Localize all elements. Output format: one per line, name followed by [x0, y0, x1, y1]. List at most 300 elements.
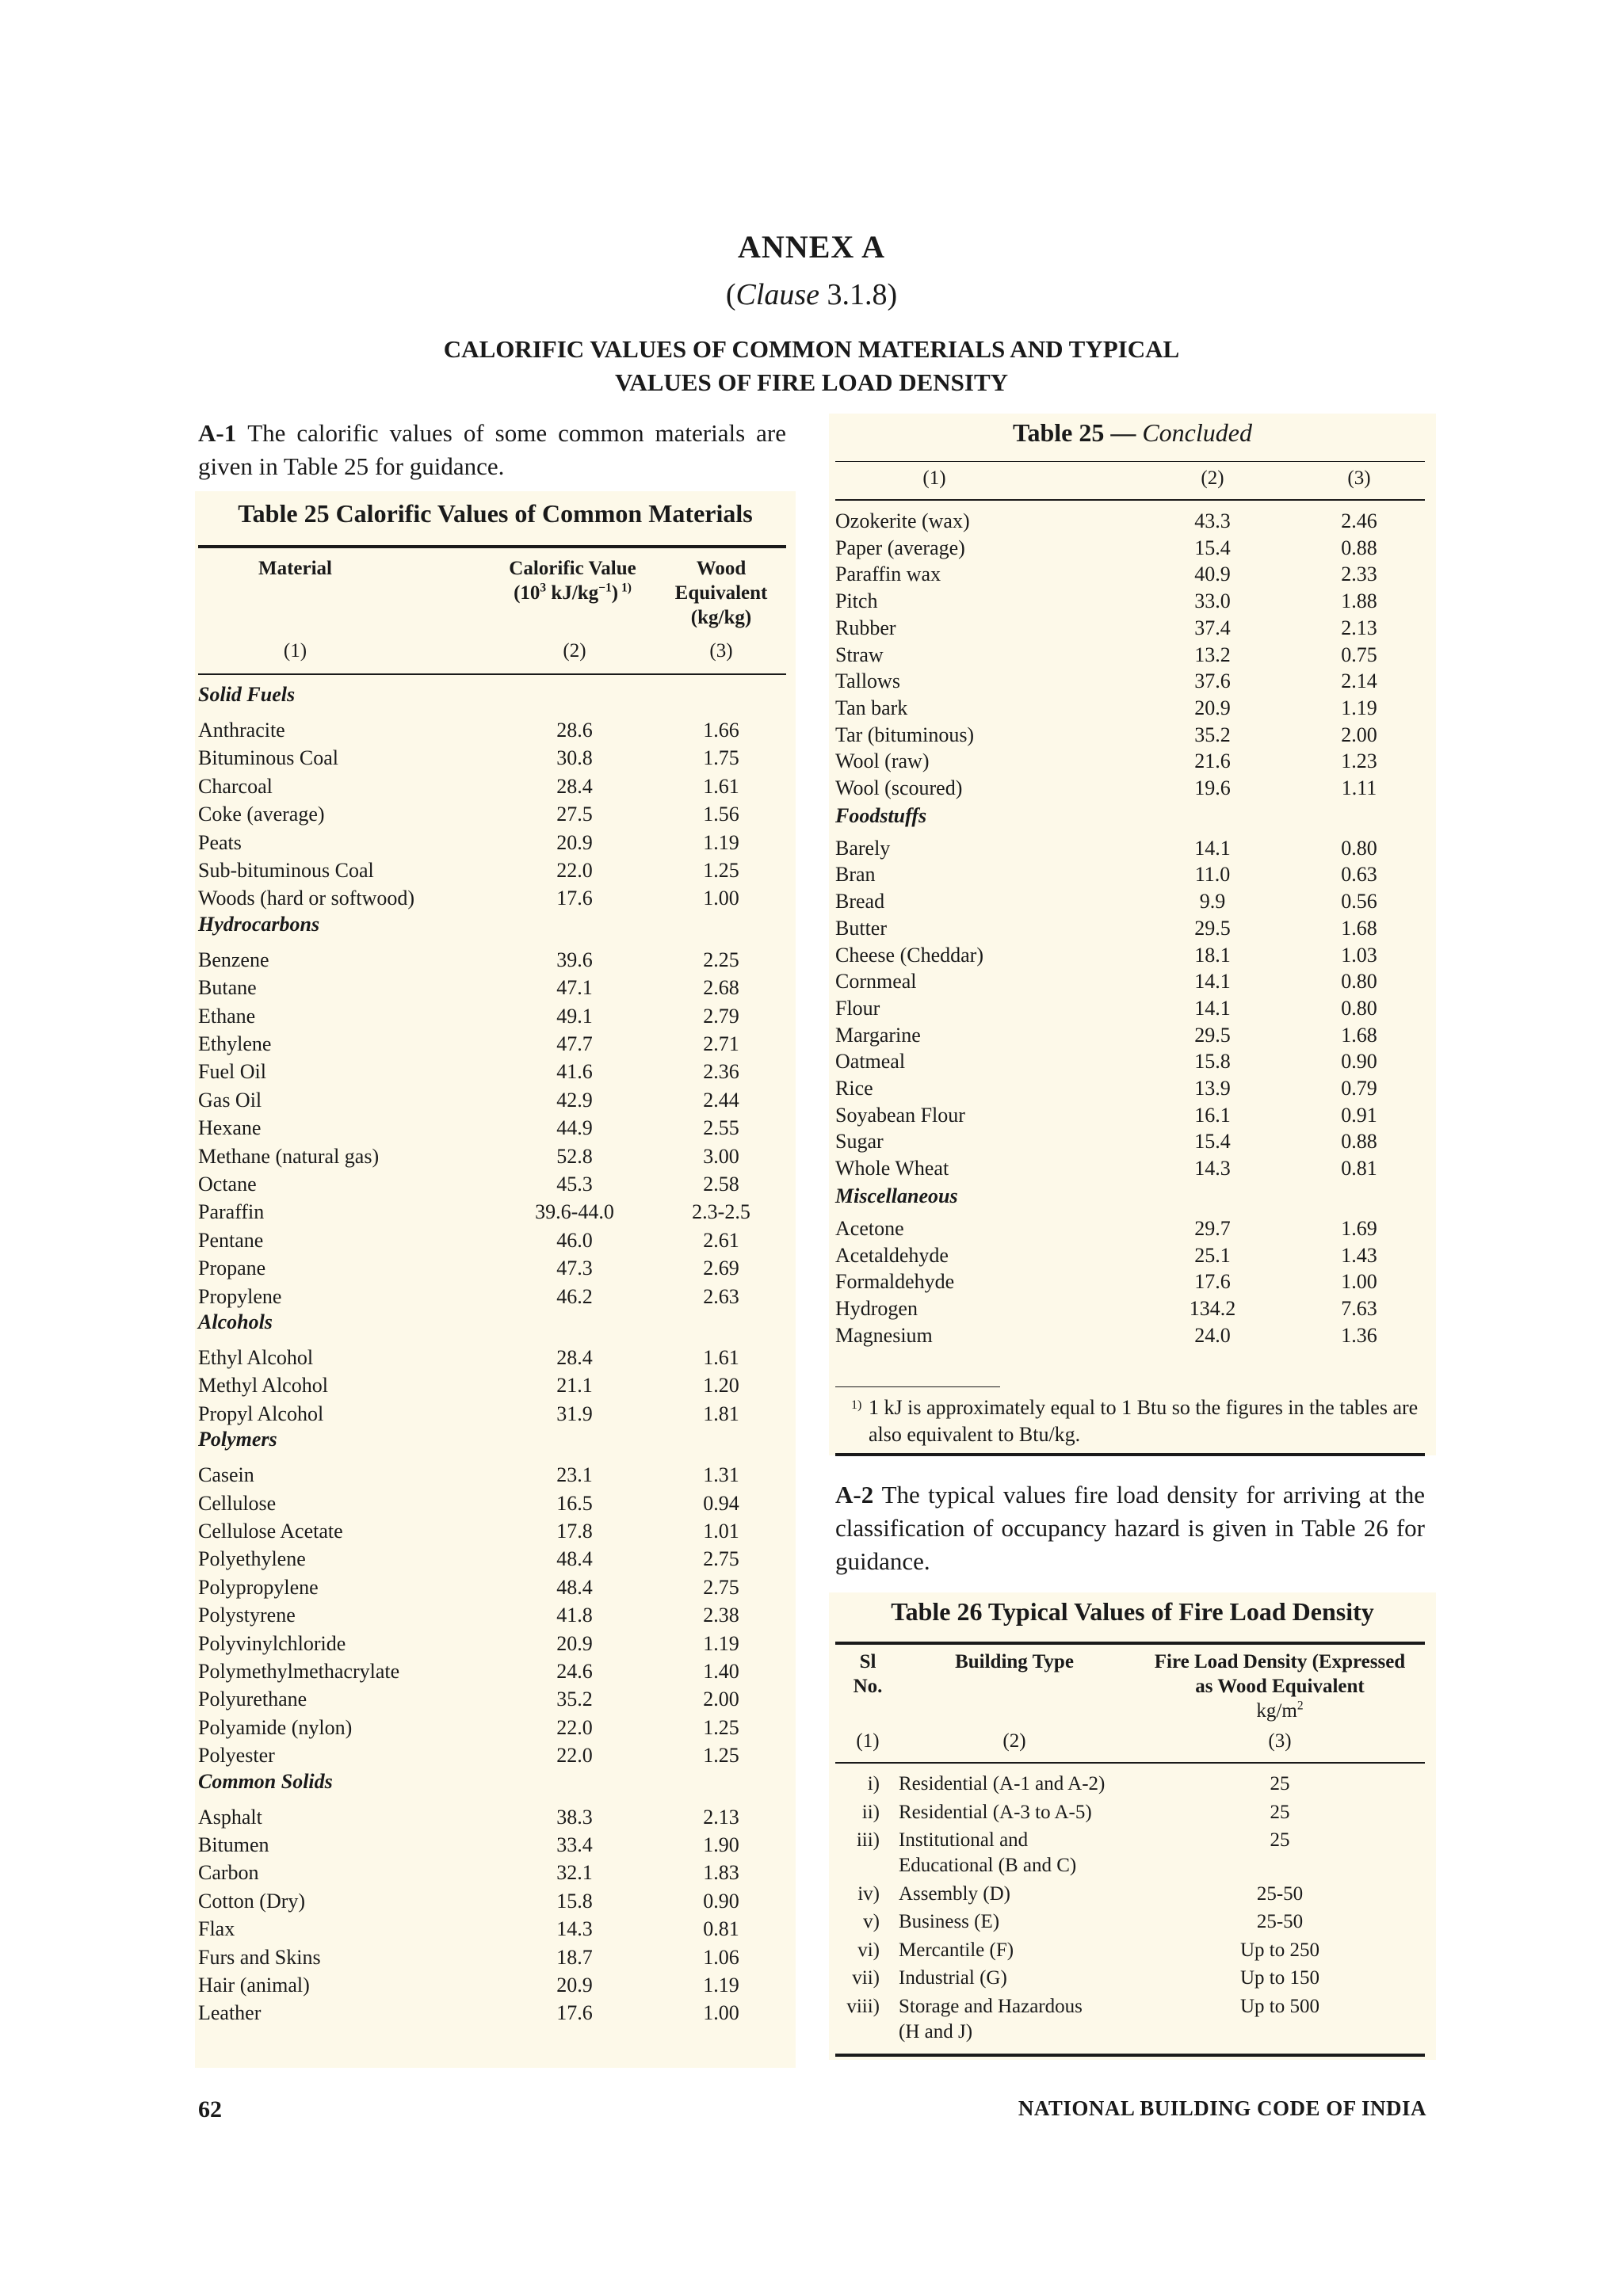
calorific-value: 37.4 — [1194, 616, 1231, 639]
fire-load-header-line-1: Fire Load Density (Expressed — [1154, 1651, 1406, 1672]
wood-equivalent: 2.75 — [703, 1547, 739, 1571]
material-name: Cotton (Dry) — [198, 1889, 306, 1913]
calorific-value: 15.4 — [1194, 536, 1231, 559]
material-name: Paraffin — [198, 1200, 265, 1224]
calorific-value: 9.9 — [1199, 890, 1226, 913]
fire-load-density: 25-50 — [1256, 1882, 1304, 1905]
calorific-value: 134.2 — [1189, 1296, 1236, 1320]
wood-equivalent: 1.19 — [703, 1631, 739, 1655]
wood-equivalent: 1.01 — [703, 1520, 739, 1543]
table-25-row — [198, 1198, 786, 1226]
table-25-row — [835, 534, 1425, 562]
building-type-line: Residential (A-3 to A-5) — [899, 1801, 1092, 1823]
table-25-concluded-word: Concluded — [1142, 418, 1252, 447]
table-25-row — [835, 641, 1425, 669]
material-name: Leather — [198, 2001, 262, 2025]
table-25-material-header: Material — [258, 558, 332, 579]
calorific-value: 46.0 — [556, 1228, 593, 1252]
wood-equivalent: 2.33 — [1341, 563, 1377, 586]
building-type-line: Mercantile (F) — [899, 1939, 1014, 1961]
table-25-row — [198, 1859, 786, 1886]
table-25-row — [198, 1489, 786, 1517]
calorific-value: 24.6 — [556, 1660, 593, 1683]
material-name: Bread — [835, 890, 885, 913]
table-25-row — [835, 1215, 1425, 1242]
table-25-section-heading: Common Solids — [198, 1769, 333, 1793]
material-name: Butane — [198, 976, 257, 1000]
clause-word: Clause — [735, 278, 820, 311]
material-name: Charcoal — [198, 774, 273, 798]
wood-equivalent: 0.75 — [1341, 643, 1377, 666]
calorific-header-line-1: Calorific Value — [509, 558, 636, 579]
table-26-row — [835, 1800, 1425, 1825]
wood-equivalent: 2.68 — [703, 976, 739, 1000]
material-name: Peats — [198, 830, 242, 854]
sl-number: ii) — [861, 1801, 880, 1823]
fire-load-density: Up to 150 — [1240, 1967, 1319, 1989]
table-26-title: Table 26 Typical Values of Fire Load Density — [891, 1597, 1374, 1626]
calorific-value: 32.1 — [556, 1861, 593, 1885]
table-25-section-heading: Miscellaneous — [835, 1184, 958, 1207]
material-name: Propylene — [198, 1284, 282, 1308]
clause-a1-paragraph — [198, 417, 786, 483]
table-25-row — [198, 1114, 786, 1142]
material-name: Tar (bituminous) — [835, 723, 975, 746]
table-25-footnote: 1) 1 kJ is approximately equal to 1 Btu so the figures in the tables are also equivalent to Btu/kg. — [851, 1396, 1419, 1446]
calorific-value: 47.3 — [556, 1257, 593, 1280]
material-name: Tan bark — [835, 696, 908, 719]
material-name: Straw — [835, 643, 884, 666]
sl-number: v) — [863, 1911, 880, 1932]
calorific-value: 46.2 — [556, 1284, 593, 1308]
calorific-value: 39.6-44.0 — [535, 1200, 614, 1224]
material-name: Ethyl Alcohol — [198, 1346, 314, 1369]
table-25-row — [198, 800, 786, 828]
material-name: Anthracite — [198, 719, 285, 742]
material-name: Propyl Alcohol — [198, 1402, 324, 1425]
wood-equivalent: 1.36 — [1341, 1323, 1377, 1347]
calorific-value: 22.0 — [556, 1715, 593, 1739]
table-25-row — [835, 614, 1425, 642]
table-25-row — [835, 774, 1425, 802]
material-name: Benzene — [198, 948, 269, 971]
wood-equivalent: 2.14 — [1341, 669, 1377, 693]
sl-header-line-1: Sl — [859, 1651, 876, 1672]
building-type-line: Business (E) — [899, 1911, 1000, 1932]
table-25-row — [198, 1887, 786, 1915]
table-25-row — [198, 1545, 786, 1573]
table-25-row — [198, 772, 786, 800]
material-name: Rice — [835, 1077, 873, 1100]
material-name: Furs and Skins — [198, 1945, 321, 1969]
calorific-value: 33.4 — [556, 1833, 593, 1856]
annex-heading-line-2: VALUES OF FIRE LOAD DENSITY — [614, 368, 1009, 396]
material-name: Wool (scoured) — [835, 776, 963, 799]
wood-equivalent: 2.58 — [703, 1173, 739, 1196]
material-name: Margarine — [835, 1023, 921, 1047]
clause-a2-paragraph — [835, 1478, 1425, 1578]
material-name: Polyester — [198, 1744, 275, 1768]
table-25-row — [198, 1714, 786, 1741]
building-type-line: Assembly (D) — [899, 1882, 1010, 1905]
material-name: Cornmeal — [835, 970, 917, 994]
table-25-row — [835, 507, 1425, 535]
table-25-row — [198, 829, 786, 856]
table-25-concluded-col-number-1: (1) — [922, 467, 946, 489]
table-25-row — [835, 667, 1425, 695]
table-25-row — [198, 1371, 786, 1399]
calorific-value: 44.9 — [556, 1116, 593, 1140]
material-name: Sub-bituminous Coal — [198, 859, 374, 882]
table-25-row — [835, 560, 1425, 588]
clause-a1-label: A-1 — [198, 419, 237, 447]
table-25-section-heading: Alcohols — [198, 1310, 273, 1333]
material-name: Soyabean Flour — [835, 1103, 965, 1127]
wood-equivalent: 1.06 — [703, 1945, 739, 1969]
calorific-value: 35.2 — [1194, 723, 1231, 746]
table-25-row — [198, 1058, 786, 1085]
sl-number: vi) — [857, 1939, 880, 1961]
page-number: 62 — [198, 2096, 222, 2122]
clause-a2-label: A-2 — [835, 1481, 874, 1508]
table-25-row — [835, 834, 1425, 862]
calorific-value: 33.0 — [1194, 589, 1231, 613]
table-25-concluded-header-rule — [835, 499, 1425, 501]
material-name: Cheese (Cheddar) — [835, 943, 983, 967]
wood-equivalent: 0.90 — [1341, 1050, 1377, 1074]
calorific-value: 17.6 — [1194, 1270, 1231, 1294]
building-type — [899, 1800, 1152, 1825]
wood-equivalent: 1.03 — [1341, 943, 1377, 967]
material-name: Ethane — [198, 1004, 256, 1028]
wood-equivalent: 1.61 — [703, 1346, 739, 1369]
wood-equivalent: 1.68 — [1341, 916, 1377, 940]
material-name: Bituminous Coal — [198, 746, 338, 770]
table-25-row — [198, 1461, 786, 1489]
wood-equivalent: 2.13 — [703, 1805, 739, 1829]
calorific-value: 16.5 — [556, 1491, 593, 1515]
material-name: Whole Wheat — [835, 1157, 949, 1180]
calorific-value: 18.1 — [1194, 943, 1231, 967]
wood-equivalent: 2.69 — [703, 1257, 739, 1280]
table-25-row — [198, 1142, 786, 1170]
building-type-line: Institutional and — [899, 1829, 1029, 1851]
table-25-row — [835, 747, 1425, 775]
table-26-row — [835, 1938, 1425, 1963]
table-26-top-rule — [835, 1642, 1425, 1645]
wood-equivalent: 1.11 — [1341, 776, 1377, 799]
calorific-value: 22.0 — [556, 1744, 593, 1768]
calorific-value: 47.1 — [556, 976, 593, 1000]
footnote-separator — [835, 1386, 1000, 1387]
calorific-value: 39.6 — [556, 948, 593, 971]
calorific-value: 15.8 — [1194, 1050, 1231, 1074]
wood-equivalent: 1.90 — [703, 1833, 739, 1856]
calorific-value: 22.0 — [556, 859, 593, 882]
table-26-row — [835, 1994, 1425, 2045]
building-type — [899, 1772, 1152, 1797]
sl-number: iv) — [857, 1882, 880, 1905]
wood-equivalent: 2.25 — [703, 948, 739, 971]
table-25-row — [198, 1915, 786, 1943]
calorific-value: 17.8 — [556, 1520, 593, 1543]
table-25-row — [198, 1657, 786, 1685]
material-name: Asphalt — [198, 1805, 262, 1829]
wood-equivalent: 1.00 — [703, 2001, 739, 2025]
table-25-row — [835, 994, 1425, 1022]
annex-heading — [0, 333, 1623, 399]
calorific-value: 42.9 — [556, 1088, 593, 1112]
material-name: Polyethylene — [198, 1547, 306, 1571]
wood-equivalent: 0.90 — [703, 1889, 739, 1913]
table-25-concluded-top-rule — [835, 461, 1425, 462]
calorific-value: 14.1 — [1194, 970, 1231, 994]
wood-equivalent: 0.91 — [1341, 1103, 1377, 1127]
table-25-col-number-2: (2) — [563, 640, 586, 662]
calorific-value: 14.3 — [1194, 1157, 1231, 1180]
wood-equivalent: 7.63 — [1341, 1296, 1377, 1320]
wood-equivalent: 1.81 — [703, 1402, 739, 1425]
table-25-row — [198, 1999, 786, 2027]
wood-equivalent: 0.79 — [1341, 1077, 1377, 1100]
wood-header-line-1: Wood — [696, 558, 747, 579]
table-25-row — [835, 887, 1425, 915]
table-26-row — [835, 1909, 1425, 1935]
material-name: Polyvinylchloride — [198, 1631, 346, 1655]
wood-equivalent: 0.81 — [1341, 1157, 1377, 1180]
material-name: Woods (hard or softwood) — [198, 887, 415, 910]
table-26-sl-no-header — [840, 1650, 896, 1699]
wood-equivalent: 2.55 — [703, 1116, 739, 1140]
material-name: Magnesium — [835, 1323, 933, 1347]
table-25-wood-equivalent-header — [658, 556, 785, 630]
material-name: Wool (raw) — [835, 749, 930, 773]
material-name: Fuel Oil — [198, 1060, 266, 1084]
material-name: Flour — [835, 996, 880, 1020]
table-25-row — [198, 1517, 786, 1545]
material-name: Paraffin wax — [835, 563, 941, 586]
calorific-value: 28.6 — [556, 719, 593, 742]
wood-equivalent: 2.00 — [703, 1688, 739, 1711]
calorific-value: 40.9 — [1194, 563, 1231, 586]
calorific-value: 20.9 — [556, 830, 593, 854]
table-25-row — [198, 1030, 786, 1058]
material-name: Polymethylmethacrylate — [198, 1660, 400, 1683]
calorific-value: 13.9 — [1194, 1077, 1231, 1100]
table-26-row — [835, 1828, 1425, 1878]
table-25-top-rule — [198, 545, 786, 548]
calorific-value: 28.4 — [556, 774, 593, 798]
footnote-text: 1 kJ is approximately equal to 1 Btu so the figures in the tables are also equivalent to Btu/kg. — [869, 1396, 1419, 1446]
calorific-value: 27.5 — [556, 803, 593, 826]
table-26-bottom-rule — [835, 2054, 1425, 2057]
fire-load-density: 25 — [1270, 1773, 1290, 1794]
wood-equivalent: 1.00 — [1341, 1270, 1377, 1294]
calorific-value: 43.3 — [1194, 509, 1231, 532]
wood-equivalent: 0.81 — [703, 1917, 739, 1941]
wood-equivalent: 2.71 — [703, 1032, 739, 1055]
table-25-concluded-col-number-3: (3) — [1347, 467, 1371, 489]
calorific-value: 24.0 — [1194, 1323, 1231, 1347]
table-26-col-number-2: (2) — [1002, 1730, 1026, 1752]
wood-equivalent: 2.46 — [1341, 509, 1377, 532]
table-25-row — [835, 967, 1425, 995]
calorific-value: 19.6 — [1194, 776, 1231, 799]
calorific-value: 14.1 — [1194, 836, 1231, 860]
calorific-value: 49.1 — [556, 1004, 593, 1028]
material-name: Butter — [835, 916, 887, 940]
material-name: Cellulose Acetate — [198, 1520, 343, 1543]
table-25-row — [198, 744, 786, 772]
table-25-col-number-1: (1) — [283, 640, 307, 662]
calorific-value: 52.8 — [556, 1144, 593, 1168]
material-name: Octane — [198, 1173, 257, 1196]
calorific-value: 16.1 — [1194, 1103, 1231, 1127]
calorific-value: 41.6 — [556, 1060, 593, 1084]
material-name: Methyl Alcohol — [198, 1374, 328, 1398]
wood-equivalent: 1.68 — [1341, 1023, 1377, 1047]
material-name: Casein — [198, 1463, 254, 1487]
wood-header-line-3: (kg/kg) — [690, 607, 752, 628]
table-25-title: Table 25 Calorific Values of Common Materials — [238, 499, 753, 528]
sl-number: iii) — [856, 1829, 880, 1851]
table-26-building-type-header: Building Type — [955, 1651, 1074, 1672]
table-25-row — [835, 721, 1425, 749]
table-25-section-heading: Hydrocarbons — [198, 912, 320, 936]
table-25-row — [198, 1573, 786, 1601]
table-25-row — [198, 1086, 786, 1114]
table-25-row — [835, 694, 1425, 722]
wood-equivalent: 1.25 — [703, 859, 739, 882]
table-25-row — [198, 1630, 786, 1657]
material-name: Hair (animal) — [198, 1974, 310, 1997]
table-25-row — [835, 1322, 1425, 1349]
table-25-col-number-3: (3) — [709, 640, 733, 662]
wood-equivalent: 0.80 — [1341, 970, 1377, 994]
wood-equivalent: 0.80 — [1341, 996, 1377, 1020]
table-25-row — [835, 1074, 1425, 1102]
table-25-row — [198, 884, 786, 912]
table-25-row — [198, 1226, 786, 1254]
wood-equivalent: 2.63 — [703, 1284, 739, 1308]
building-type — [899, 1909, 1152, 1935]
material-name: Polypropylene — [198, 1575, 319, 1599]
material-name: Carbon — [198, 1861, 259, 1885]
wood-equivalent: 2.61 — [703, 1228, 739, 1252]
calorific-value: 17.6 — [556, 887, 593, 910]
calorific-value: 48.4 — [556, 1575, 593, 1599]
table-25-row — [198, 1170, 786, 1198]
fire-load-density: 25 — [1270, 1801, 1290, 1823]
wood-equivalent: 0.56 — [1341, 890, 1377, 913]
table-25-row — [835, 1295, 1425, 1322]
wood-equivalent: 2.75 — [703, 1575, 739, 1599]
table-25-row — [198, 1254, 786, 1282]
table-25-row — [198, 1971, 786, 1999]
calorific-value: 45.3 — [556, 1173, 593, 1196]
running-title: NATIONAL BUILDING CODE OF INDIA — [1018, 2096, 1426, 2120]
annex-clause-reference: (Clause 3.1.8) — [725, 278, 898, 311]
material-name: Pentane — [198, 1228, 264, 1252]
calorific-value: 15.8 — [556, 1889, 593, 1913]
wood-equivalent: 1.19 — [703, 1974, 739, 1997]
table-25-row — [835, 1047, 1425, 1075]
table-25-concluded-col-number-2: (2) — [1201, 467, 1224, 489]
table-25-row — [198, 1283, 786, 1310]
sl-number: viii) — [846, 1995, 880, 2017]
material-name: Propane — [198, 1257, 266, 1280]
building-type — [899, 1828, 1152, 1878]
material-name: Hydrogen — [835, 1296, 918, 1320]
calorific-value: 28.4 — [556, 1346, 593, 1369]
wood-equivalent: 1.00 — [703, 887, 739, 910]
wood-equivalent: 2.79 — [703, 1004, 739, 1028]
table-25-row — [198, 974, 786, 1001]
table-25-row — [835, 1241, 1425, 1269]
sl-number: i) — [867, 1773, 880, 1794]
material-name: Barely — [835, 836, 891, 860]
building-type-line: Educational (B and C) — [899, 1855, 1077, 1876]
calorific-value: 20.9 — [556, 1974, 593, 1997]
material-name: Polyamide (nylon) — [198, 1715, 353, 1739]
wood-equivalent: 1.61 — [703, 774, 739, 798]
table-25-row — [198, 1943, 786, 1971]
table-25-section-heading: Polymers — [198, 1428, 277, 1451]
table-26-col-number-1: (1) — [856, 1730, 880, 1752]
calorific-value: 23.1 — [556, 1463, 593, 1487]
table-25-row — [835, 587, 1425, 615]
wood-equivalent: 1.23 — [1341, 749, 1377, 773]
wood-equivalent: 0.88 — [1341, 1130, 1377, 1154]
building-type-line: Residential (A-1 and A-2) — [899, 1773, 1106, 1794]
table-25-row — [198, 1344, 786, 1371]
material-name: Pitch — [835, 589, 878, 613]
wood-equivalent: 2.36 — [703, 1060, 739, 1084]
wood-equivalent: 2.38 — [703, 1604, 739, 1627]
calorific-value: 18.7 — [556, 1945, 593, 1969]
wood-equivalent: 1.83 — [703, 1861, 739, 1885]
calorific-value: 20.9 — [1194, 696, 1231, 719]
calorific-header-line-2: ($10^3$ $kJ/kg^{-1}$) $^{1)}$ — [514, 581, 632, 604]
wood-equivalent: 1.88 — [1341, 589, 1377, 613]
wood-equivalent: 1.20 — [703, 1374, 739, 1398]
table-25-row — [198, 716, 786, 744]
clause-a2-text: The typical values fire load density for arriving at the classification of occupancy hazard is given in Table 26 for guidance. — [835, 1481, 1425, 1575]
calorific-value: 29.5 — [1194, 1023, 1231, 1047]
table-25-row — [198, 1002, 786, 1030]
table-25-row — [835, 1021, 1425, 1049]
table-25-concluded-label: Table 25 — — [1013, 418, 1136, 447]
wood-equivalent: 1.31 — [703, 1463, 739, 1487]
fire-load-density: Up to 250 — [1240, 1939, 1319, 1961]
calorific-value: 47.7 — [556, 1032, 593, 1055]
table-25-row — [835, 914, 1425, 942]
sl-number: vii) — [852, 1967, 880, 1989]
table-25-row — [198, 1601, 786, 1629]
annex-title: ANNEX A — [738, 229, 885, 265]
material-name: Paper (average) — [835, 536, 965, 559]
fire-load-density: Up to 500 — [1240, 1995, 1319, 2017]
table-25-calorific-header — [472, 556, 674, 605]
calorific-value: 29.7 — [1194, 1216, 1231, 1240]
building-type-line: Storage and Hazardous — [899, 1995, 1083, 2017]
calorific-value: 11.0 — [1194, 863, 1231, 887]
wood-equivalent: 3.00 — [703, 1144, 739, 1168]
table-26-row — [835, 1772, 1425, 1797]
table-25-row — [835, 941, 1425, 969]
material-name: Oatmeal — [835, 1050, 906, 1074]
wood-equivalent: 0.88 — [1341, 536, 1377, 559]
